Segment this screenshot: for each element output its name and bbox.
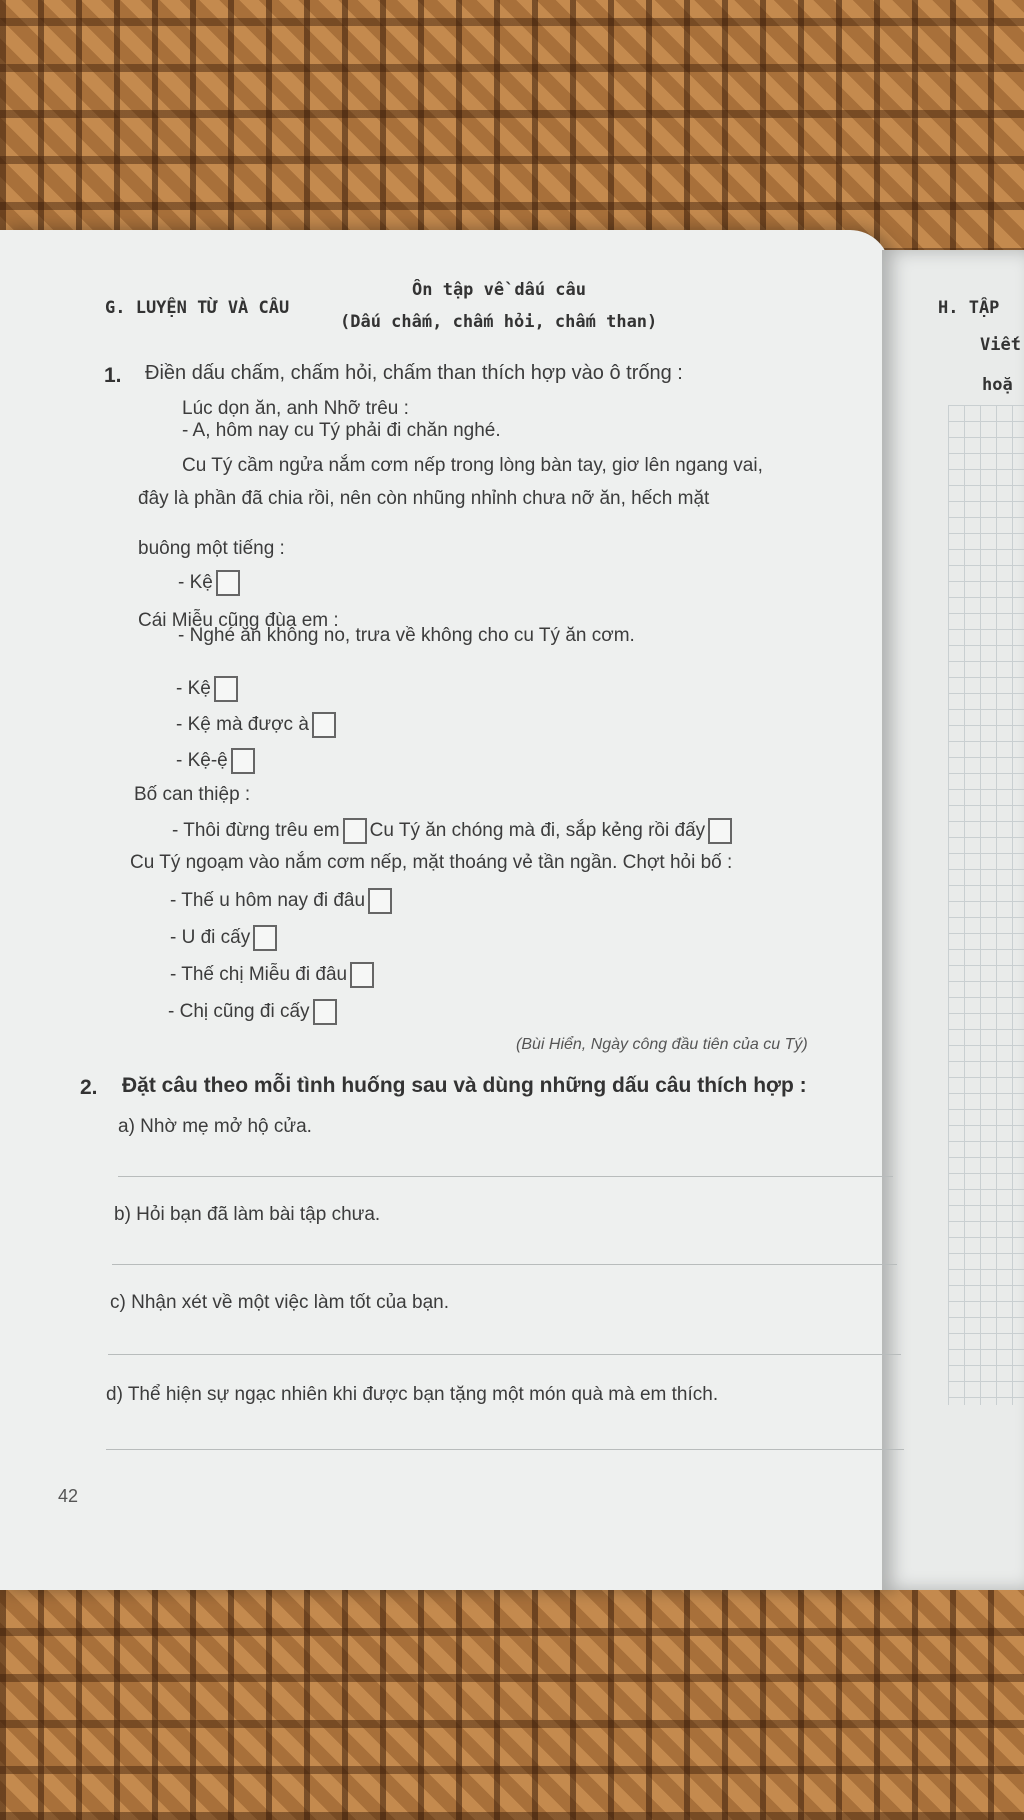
grid-paper — [948, 405, 1024, 1405]
answer-box[interactable] — [231, 748, 255, 774]
answer-box[interactable] — [368, 888, 392, 914]
q1-line: - Thế chị Miễu đi đâu — [170, 964, 348, 986]
q1-line: Cu Tý ăn chóng mà đi, sắp kẻng rồi đấy — [369, 820, 706, 842]
q1-line-thoi — [172, 818, 732, 844]
q1-number: 1. — [104, 364, 122, 387]
answer-line[interactable] — [108, 1354, 901, 1355]
lesson-subtitle: (Dấu chấm, chấm hỏi, chấm than) — [340, 312, 658, 332]
q1-line: - Nghé ăn không no, trưa về không cho cu Tý ăn cơm. — [178, 625, 635, 646]
q1-line: Cu Tý ngoạm vào nắm cơm nếp, mặt thoáng vẻ tần ngần. Chợt hỏi bố : — [130, 852, 733, 873]
q2-item: c) Nhận xét về một việc làm tốt của bạn. — [110, 1292, 449, 1313]
q1-line: Cu Tý cầm ngửa nắm cơm nếp trong lòng bàn tay, giơ lên ngang vai, — [182, 455, 763, 476]
q1-line-ke3 — [176, 712, 336, 738]
q1-line-u4 — [168, 999, 337, 1025]
answer-box[interactable] — [312, 712, 336, 738]
answer-box[interactable] — [350, 962, 374, 988]
answer-line[interactable] — [118, 1176, 893, 1177]
answer-box[interactable] — [216, 570, 240, 596]
q1-line: Bố can thiệp : — [134, 784, 251, 805]
answer-line[interactable] — [106, 1449, 904, 1450]
q1-line: - Kệ-ệ — [176, 750, 228, 772]
q1-source: (Bùi Hiển, Ngày công đầu tiên của cu Tý) — [516, 1036, 808, 1053]
section-heading: G. LUYỆN TỪ VÀ CÂU — [105, 298, 290, 318]
q2-item: b) Hỏi bạn đã làm bài tập chưa. — [114, 1204, 381, 1225]
q1-line-ke1 — [178, 570, 240, 596]
answer-box[interactable] — [253, 925, 277, 951]
q1-line: - Thôi đừng trêu em — [172, 820, 340, 842]
q1-line-u3 — [170, 962, 374, 988]
q1-line: - Kệ mà được à — [176, 714, 309, 736]
right-page-line2: hoặ — [982, 375, 1013, 395]
q1-line: - A, hôm nay cu Tý phải đi chăn nghé. — [182, 420, 501, 441]
q1-line: buông một tiếng : — [138, 538, 285, 559]
answer-line[interactable] — [112, 1264, 897, 1265]
answer-box[interactable] — [708, 818, 732, 844]
q1-line: đây là phần đã chia rồi, nên còn nhũng nhỉnh chưa nỡ ăn, hếch mặt — [138, 488, 710, 509]
q2-item: a) Nhờ mẹ mở hộ cửa. — [118, 1116, 312, 1137]
q1-line: - Chị cũng đi cấy — [168, 1001, 310, 1023]
q1-line-ke4 — [176, 748, 255, 774]
answer-box[interactable] — [343, 818, 367, 844]
q1-line-u2 — [170, 925, 277, 951]
q1-line: - Kệ — [176, 678, 211, 700]
q1-line: - Thế u hôm nay đi đâu — [170, 890, 366, 912]
page-number: 42 — [58, 1486, 79, 1506]
answer-box[interactable] — [214, 676, 238, 702]
q1-line: - Kệ — [178, 572, 213, 594]
q1-prompt: Điền dấu chấm, chấm hỏi, chấm than thích hợp vào ô trống : — [145, 362, 683, 384]
q1-line: Lúc dọn ăn, anh Nhỡ trêu : — [182, 398, 409, 419]
lesson-title: Ôn tập về dấu câu — [412, 280, 586, 300]
right-page-line1: Viết — [980, 335, 1021, 355]
q1-line-ke2 — [176, 676, 238, 702]
right-page-section: H. TẬP — [938, 298, 1000, 318]
q2-number: 2. — [80, 1076, 98, 1099]
q2-item: d) Thể hiện sự ngạc nhiên khi được bạn tặng một món quà mà em thích. — [106, 1384, 719, 1405]
q1-line: - U đi cấy — [170, 927, 251, 949]
q1-line-u1 — [170, 888, 392, 914]
answer-box[interactable] — [313, 999, 337, 1025]
q2-prompt: Đặt câu theo mỗi tình huống sau và dùng những dấu câu thích hợp : — [122, 1074, 807, 1097]
q1-line: Cái Miễu cũng đùa em : — [138, 610, 339, 631]
